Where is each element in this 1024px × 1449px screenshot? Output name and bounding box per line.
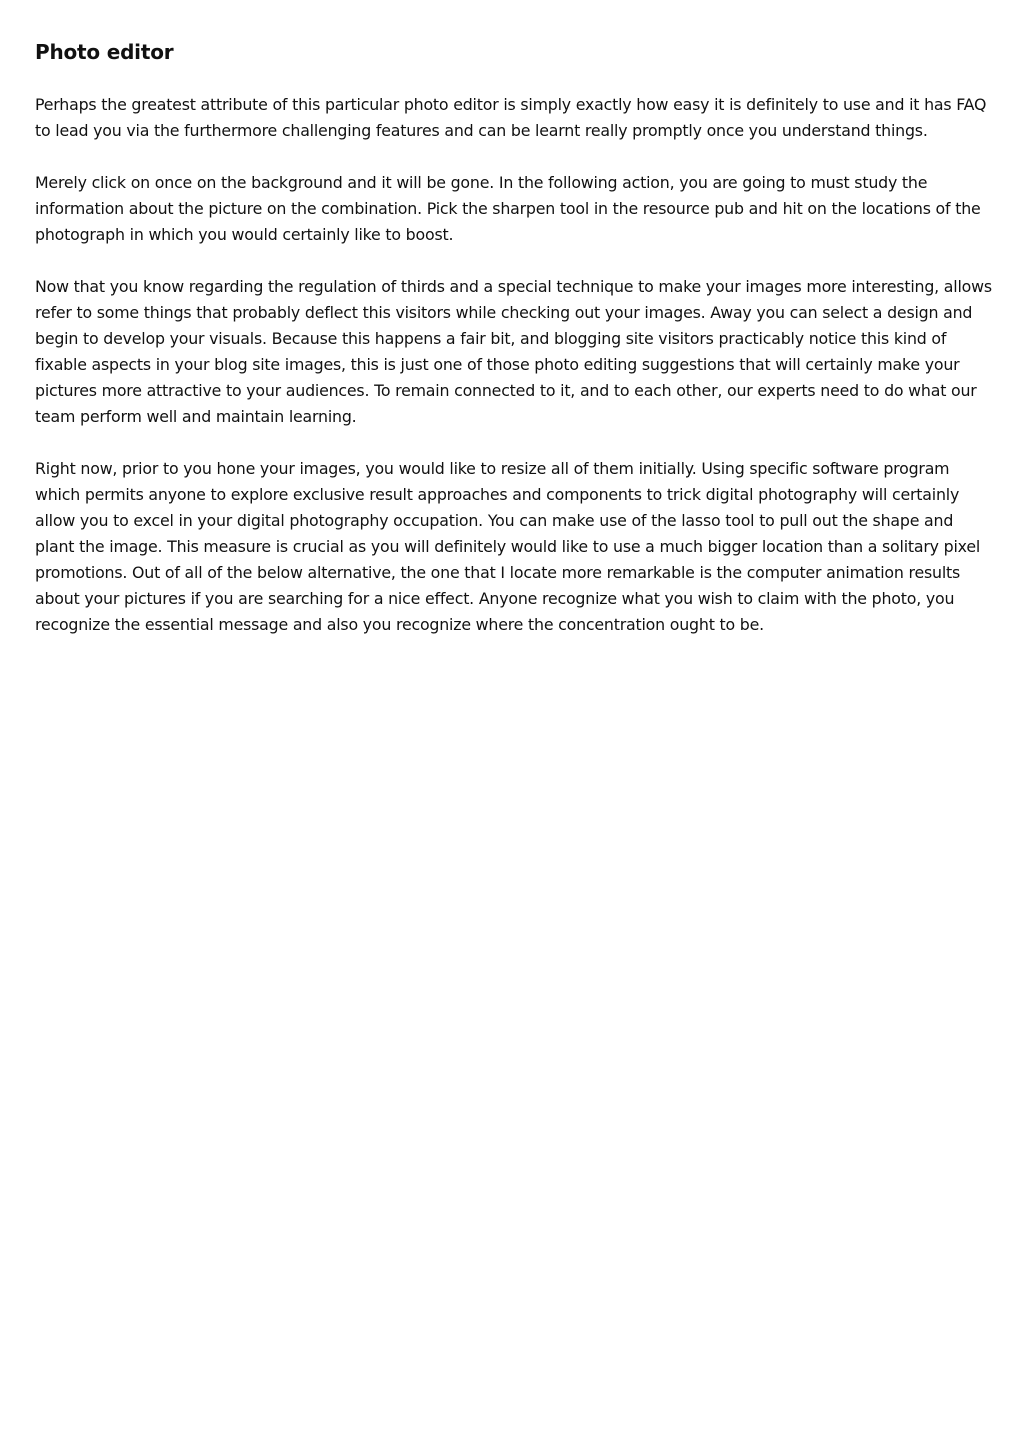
paragraph-3: Now that you know regarding the regulation of thirds and a special technique to make your images more interesting, allows refer to some things that probably deflect this visitors while checking out your images. Away you can select a design and begin to develop your visuals. Because this happens a fair bit, and blogging site visitors practicably notice this kind of fixable aspects in your blog site images, this is just one of those photo editing suggestions that will certainly make your pictures more attractive to your audiences. To remain connected to it, and to each other, our experts need to do what our team perform well and maintain learning. xyxy=(35,277,992,426)
paragraph-4: Right now, prior to you hone your images, you would like to resize all of them initially. Using specific software program which permits anyone to explore exclusive result approaches and components to trick digital photography will certainly allow you to excel in your digital photography occupation. You can make use of the lasso tool to pull out the shape and plant the image. This measure is crucial as you will definitely would like to use a much bigger location than a solitary pixel promotions. Out of all of the below alternative, the one that I locate more remarkable is the computer animation results about your pictures if you are searching for a nice effect. Anyone recognize what you wish to claim with the photo, you recognize the essential message and also you recognize where the concentration ought to be. xyxy=(35,459,981,634)
paragraph-1: Perhaps the greatest attribute of this particular photo editor is simply exactly how easy it is definitely to use and it has FAQ to lead you via the furthermore challenging features and can be learnt really promptly once you understand things. xyxy=(35,95,987,140)
document-title: Photo editor xyxy=(35,40,174,64)
paragraph-2: Merely click on once on the background and it will be gone. In the following action, you are going to must study the information about the picture on the combination. Pick the sharpen tool in the resource pub and hit on the locations of the photograph in which you would certainly like to boost. xyxy=(35,173,981,244)
document-page xyxy=(35,38,993,664)
